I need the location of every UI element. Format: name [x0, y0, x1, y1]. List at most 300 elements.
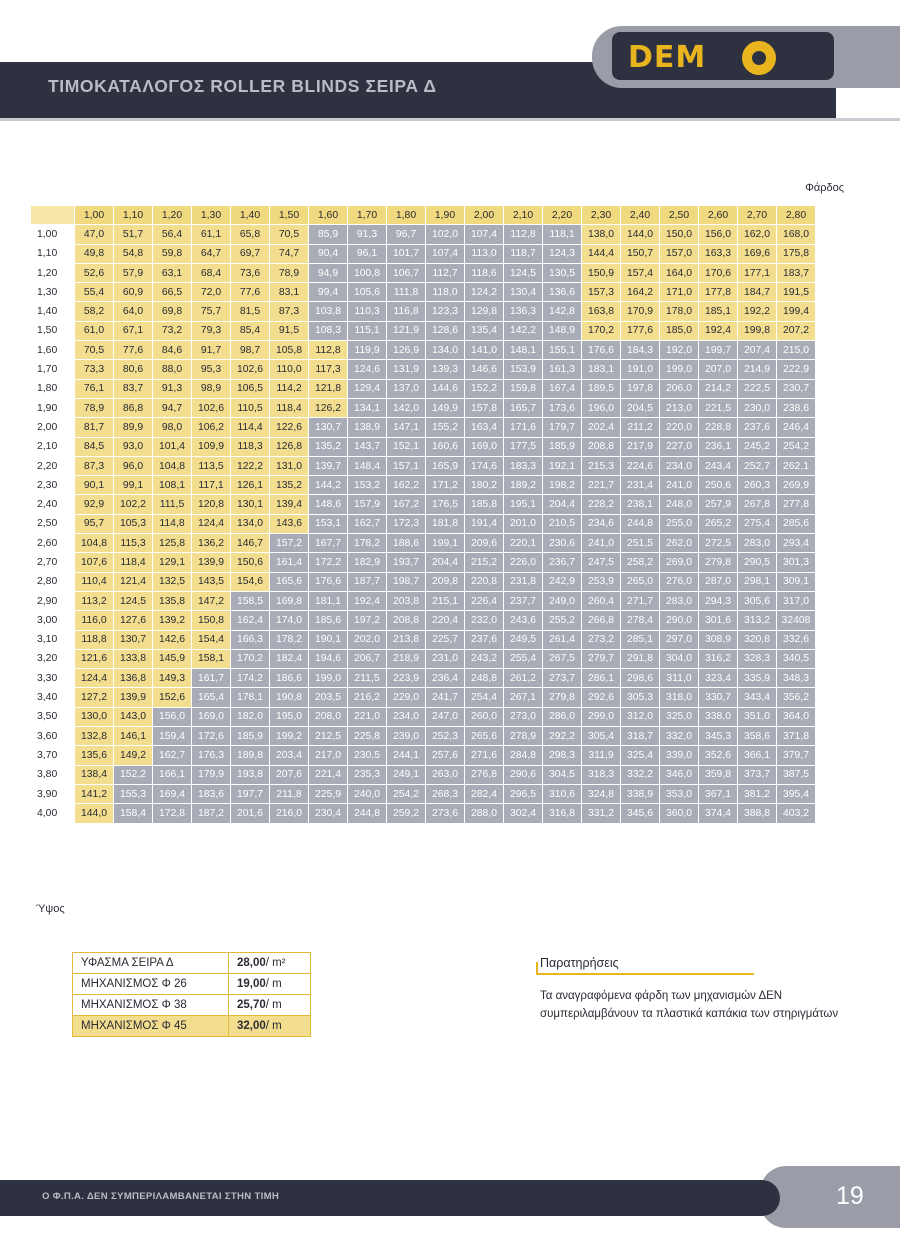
price-cell: 94,7 — [153, 398, 192, 417]
price-cell: 85,9 — [309, 225, 348, 244]
price-cell: 221,0 — [348, 707, 387, 726]
price-cell: 135,8 — [153, 591, 192, 610]
price-cell: 297,0 — [660, 630, 699, 649]
price-cell: 301,6 — [699, 611, 738, 630]
price-cell: 273,7 — [543, 669, 582, 688]
table-row — [31, 746, 816, 765]
table-row — [31, 707, 816, 726]
price-cell: 316,8 — [543, 804, 582, 823]
row-header: 1,50 — [31, 321, 75, 340]
price-cell: 91,7 — [192, 341, 231, 360]
price-cell: 298,1 — [738, 572, 777, 591]
price-cell: 121,4 — [114, 572, 153, 591]
price-cell: 195,1 — [504, 495, 543, 514]
price-cell: 114,4 — [231, 418, 270, 437]
price-cell: 142,2 — [504, 321, 543, 340]
price-cell: 125,8 — [153, 534, 192, 553]
price-cell: 118,7 — [504, 244, 543, 263]
row-header: 2,80 — [31, 572, 75, 591]
price-cell: 169,4 — [153, 784, 192, 803]
row-header: 3,30 — [31, 669, 75, 688]
price-cell: 117,1 — [192, 476, 231, 495]
price-cell: 160,6 — [426, 437, 465, 456]
price-cell: 170,2 — [582, 321, 621, 340]
price-cell: 110,3 — [348, 302, 387, 321]
price-cell: 83,1 — [270, 283, 309, 302]
price-cell: 182,9 — [348, 553, 387, 572]
price-cell: 130,5 — [543, 263, 582, 282]
price-cell: 185,6 — [309, 611, 348, 630]
price-cell: 118,4 — [114, 553, 153, 572]
price-cell: 96,7 — [387, 225, 426, 244]
price-cell: 98,0 — [153, 418, 192, 437]
price-cell: 94,9 — [309, 263, 348, 282]
price-cell: 113,0 — [465, 244, 504, 263]
price-cell: 185,8 — [465, 495, 504, 514]
price-cell: 91,3 — [348, 225, 387, 244]
price-cell: 208,8 — [387, 611, 426, 630]
price-cell: 267,8 — [738, 495, 777, 514]
price-cell: 148,1 — [504, 341, 543, 360]
price-cell: 260,4 — [582, 591, 621, 610]
price-cell: 168,0 — [777, 225, 816, 244]
price-cell: 277,8 — [777, 495, 816, 514]
price-cell: 130,7 — [114, 630, 153, 649]
price-cell: 352,6 — [699, 746, 738, 765]
price-cell: 109,9 — [192, 437, 231, 456]
price-cell: 201,0 — [504, 514, 543, 533]
price-cell: 225,9 — [309, 784, 348, 803]
price-cell: 64,7 — [192, 244, 231, 263]
price-cell: 288,0 — [465, 804, 504, 823]
price-cell: 213,0 — [660, 398, 699, 417]
price-cell: 247,0 — [426, 707, 465, 726]
row-header: 2,00 — [31, 418, 75, 437]
price-cell: 305,6 — [738, 591, 777, 610]
price-cell: 107,6 — [75, 553, 114, 572]
price-cell: 323,4 — [699, 669, 738, 688]
price-cell: 84,5 — [75, 437, 114, 456]
table-row — [31, 804, 816, 823]
price-cell: 101,7 — [387, 244, 426, 263]
column-header: 1,00 — [75, 206, 114, 225]
price-cell: 131,0 — [270, 456, 309, 475]
price-cell: 84,6 — [153, 341, 192, 360]
price-cell: 126,1 — [231, 476, 270, 495]
price-cell: 142,8 — [543, 302, 582, 321]
row-header: 2,90 — [31, 591, 75, 610]
price-cell: 373,7 — [738, 765, 777, 784]
price-cell: 172,2 — [309, 553, 348, 572]
price-cell: 316,2 — [699, 649, 738, 668]
price-cell: 126,2 — [309, 398, 348, 417]
price-cell: 118,4 — [270, 398, 309, 417]
price-cell: 122,2 — [231, 456, 270, 475]
price-cell: 265,0 — [621, 572, 660, 591]
price-cell: 179,7 — [543, 418, 582, 437]
table-row — [31, 688, 816, 707]
price-cell: 325,4 — [621, 746, 660, 765]
price-cell: 234,6 — [582, 514, 621, 533]
price-cell: 312,0 — [621, 707, 660, 726]
price-cell: 143,0 — [114, 707, 153, 726]
price-cell: 395,4 — [777, 784, 816, 803]
row-header: 2,70 — [31, 553, 75, 572]
price-cell: 240,0 — [348, 784, 387, 803]
price-cell: 332,6 — [777, 630, 816, 649]
price-cell: 254,4 — [465, 688, 504, 707]
price-cell: 166,3 — [231, 630, 270, 649]
price-cell: 68,4 — [192, 263, 231, 282]
price-cell: 188,6 — [387, 534, 426, 553]
price-cell: 178,2 — [270, 630, 309, 649]
price-cell: 162,0 — [738, 225, 777, 244]
row-header: 1,60 — [31, 341, 75, 360]
price-cell: 107,4 — [465, 225, 504, 244]
price-cell: 325,0 — [660, 707, 699, 726]
row-header: 3,70 — [31, 746, 75, 765]
price-cell: 257,6 — [426, 746, 465, 765]
price-cell: 203,4 — [270, 746, 309, 765]
price-cell: 197,7 — [231, 784, 270, 803]
price-cell: 236,1 — [699, 437, 738, 456]
price-cell: 149,9 — [426, 398, 465, 417]
price-cell: 111,5 — [153, 495, 192, 514]
price-cell: 301,3 — [777, 553, 816, 572]
price-cell: 174,0 — [270, 611, 309, 630]
price-cell: 139,3 — [426, 360, 465, 379]
table-row — [31, 572, 816, 591]
price-cell: 186,6 — [270, 669, 309, 688]
material-row — [73, 974, 311, 995]
price-cell: 143,6 — [270, 514, 309, 533]
price-cell: 77,6 — [114, 341, 153, 360]
footer-plate — [760, 1166, 900, 1228]
price-cell: 130,4 — [504, 283, 543, 302]
price-cell: 214,2 — [699, 379, 738, 398]
price-cell: 172,3 — [387, 514, 426, 533]
price-cell: 182,4 — [270, 649, 309, 668]
price-cell: 146,1 — [114, 727, 153, 746]
price-cell: 148,9 — [543, 321, 582, 340]
price-cell: 191,4 — [465, 514, 504, 533]
price-cell: 223,9 — [387, 669, 426, 688]
price-cell: 173,6 — [543, 398, 582, 417]
footer-note: Ο Φ.Π.Α. ΔΕΝ ΣΥΜΠΕΡΙΛΑΜΒΑΝΕΤΑΙ ΣΤΗΝ ΤΙΜΗ — [42, 1191, 280, 1202]
row-header: 3,00 — [31, 611, 75, 630]
price-cell: 77,6 — [231, 283, 270, 302]
price-cell: 129,1 — [153, 553, 192, 572]
price-cell: 170,9 — [621, 302, 660, 321]
price-cell: 260,3 — [738, 476, 777, 495]
price-cell: 332,0 — [660, 727, 699, 746]
price-cell: 250,6 — [699, 476, 738, 495]
price-cell: 230,6 — [543, 534, 582, 553]
price-cell: 116,0 — [75, 611, 114, 630]
price-cell: 169,0 — [192, 707, 231, 726]
price-cell: 54,8 — [114, 244, 153, 263]
table-row — [31, 302, 816, 321]
price-cell: 207,6 — [270, 765, 309, 784]
price-cell: 286,0 — [543, 707, 582, 726]
price-cell: 150,7 — [621, 244, 660, 263]
price-cell: 241,0 — [660, 476, 699, 495]
price-cell: 345,6 — [621, 804, 660, 823]
price-cell: 203,5 — [309, 688, 348, 707]
price-cell: 135,2 — [309, 437, 348, 456]
column-header: 1,50 — [270, 206, 309, 225]
material-row — [73, 995, 311, 1016]
price-cell: 157,1 — [387, 456, 426, 475]
price-cell: 366,1 — [738, 746, 777, 765]
price-cell: 161,7 — [192, 669, 231, 688]
price-cell: 203,8 — [387, 591, 426, 610]
price-cell: 183,6 — [192, 784, 231, 803]
price-cell: 244,8 — [621, 514, 660, 533]
price-cell: 161,3 — [543, 360, 582, 379]
price-cell: 149,2 — [114, 746, 153, 765]
price-cell: 115,1 — [348, 321, 387, 340]
price-cell: 192,1 — [543, 456, 582, 475]
price-cell: 229,0 — [387, 688, 426, 707]
price-cell: 191,0 — [621, 360, 660, 379]
price-cell: 262,0 — [660, 534, 699, 553]
price-cell: 254,2 — [387, 784, 426, 803]
price-cell: 279,8 — [543, 688, 582, 707]
price-cell: 213,8 — [387, 630, 426, 649]
price-cell: 193,8 — [231, 765, 270, 784]
price-cell: 296,5 — [504, 784, 543, 803]
price-cell: 91,5 — [270, 321, 309, 340]
price-cell: 284,8 — [504, 746, 543, 765]
price-cell: 279,8 — [699, 553, 738, 572]
price-cell: 73,6 — [231, 263, 270, 282]
price-cell: 136,6 — [543, 283, 582, 302]
price-cell: 167,4 — [543, 379, 582, 398]
price-cell: 259,2 — [387, 804, 426, 823]
price-cell: 181,1 — [309, 591, 348, 610]
table-row — [31, 418, 816, 437]
price-cell: 179,9 — [192, 765, 231, 784]
column-header: 1,60 — [309, 206, 348, 225]
materials-table — [72, 952, 311, 1037]
column-header: 1,90 — [426, 206, 465, 225]
price-cell: 150,9 — [582, 263, 621, 282]
row-header: 3,20 — [31, 649, 75, 668]
price-cell: 346,0 — [660, 765, 699, 784]
price-cell: 348,3 — [777, 669, 816, 688]
price-cell: 268,3 — [426, 784, 465, 803]
price-cell: 181,8 — [426, 514, 465, 533]
price-cell: 198,7 — [387, 572, 426, 591]
price-cell: 228,8 — [699, 418, 738, 437]
price-cell: 290,5 — [738, 553, 777, 572]
column-header: 2,10 — [504, 206, 543, 225]
price-cell: 311,9 — [582, 746, 621, 765]
price-cell: 345,3 — [699, 727, 738, 746]
price-cell: 292,6 — [582, 688, 621, 707]
price-cell: 364,0 — [777, 707, 816, 726]
table-row — [31, 456, 816, 475]
price-cell: 144,0 — [75, 804, 114, 823]
price-cell: 271,6 — [465, 746, 504, 765]
price-cell: 136,2 — [192, 534, 231, 553]
price-cell: 118,0 — [426, 283, 465, 302]
price-cell: 195,0 — [270, 707, 309, 726]
price-cell: 149,3 — [153, 669, 192, 688]
price-cell: 220,1 — [504, 534, 543, 553]
price-cell: 113,2 — [75, 591, 114, 610]
row-header: 1,20 — [31, 263, 75, 282]
price-cell: 72,0 — [192, 283, 231, 302]
price-cell: 208,8 — [582, 437, 621, 456]
price-cell: 283,0 — [660, 591, 699, 610]
price-cell: 108,1 — [153, 476, 192, 495]
table-row — [31, 437, 816, 456]
price-cell: 76,1 — [75, 379, 114, 398]
price-cell: 119,9 — [348, 341, 387, 360]
column-header: 2,60 — [699, 206, 738, 225]
price-cell: 199,0 — [309, 669, 348, 688]
table-row — [31, 495, 816, 514]
row-header: 3,10 — [31, 630, 75, 649]
price-cell: 215,2 — [465, 553, 504, 572]
price-cell: 236,4 — [426, 669, 465, 688]
axis-label-width: Φάρδος — [805, 182, 844, 194]
price-cell: 182,0 — [231, 707, 270, 726]
price-cell: 122,6 — [270, 418, 309, 437]
price-cell: 291,8 — [621, 649, 660, 668]
column-header: 1,40 — [231, 206, 270, 225]
price-cell: 358,6 — [738, 727, 777, 746]
price-cell: 192,2 — [738, 302, 777, 321]
material-price-value: 19,00 — [237, 978, 266, 990]
price-cell: 49,8 — [75, 244, 114, 263]
price-cell: 159,4 — [153, 727, 192, 746]
price-cell: 185,0 — [660, 321, 699, 340]
price-cell: 176,5 — [426, 495, 465, 514]
price-cell: 305,4 — [582, 727, 621, 746]
material-price — [229, 974, 311, 995]
table-header-row — [31, 206, 816, 225]
price-cell: 263,0 — [426, 765, 465, 784]
price-cell: 134,1 — [348, 398, 387, 417]
price-cell: 153,1 — [309, 514, 348, 533]
notes-body: Τα αναγραφόμενα φάρδη των μηχανισμών ΔΕΝ συμπεριλαμβάνουν τα πλαστικά καπάκια των στηριγμάτων — [540, 990, 839, 1020]
price-cell: 91,3 — [153, 379, 192, 398]
price-cell: 381,2 — [738, 784, 777, 803]
price-cell: 293,4 — [777, 534, 816, 553]
price-cell: 273,0 — [504, 707, 543, 726]
price-cell: 207,0 — [699, 360, 738, 379]
price-cell: 209,8 — [426, 572, 465, 591]
price-cell: 192,4 — [699, 321, 738, 340]
column-header: 2,40 — [621, 206, 660, 225]
price-cell: 204,4 — [543, 495, 582, 514]
price-cell: 144,4 — [582, 244, 621, 263]
price-cell: 330,7 — [699, 688, 738, 707]
price-cell: 69,8 — [153, 302, 192, 321]
price-cell: 135,6 — [75, 746, 114, 765]
column-header: 2,00 — [465, 206, 504, 225]
price-cell: 104,8 — [75, 534, 114, 553]
price-cell: 190,8 — [270, 688, 309, 707]
price-cell: 63,1 — [153, 263, 192, 282]
table-row — [31, 379, 816, 398]
price-cell: 197,2 — [348, 611, 387, 630]
price-cell: 166,1 — [153, 765, 192, 784]
price-cell: 146,6 — [465, 360, 504, 379]
price-cell: 230,7 — [777, 379, 816, 398]
price-cell: 353,0 — [660, 784, 699, 803]
material-price-value: 32,00 — [237, 1020, 266, 1032]
table-row — [31, 649, 816, 668]
price-cell: 202,4 — [582, 418, 621, 437]
price-cell: 249,0 — [543, 591, 582, 610]
price-cell: 113,5 — [192, 456, 231, 475]
column-header: 2,30 — [582, 206, 621, 225]
column-header: 1,20 — [153, 206, 192, 225]
price-cell: 335,9 — [738, 669, 777, 688]
page-header — [0, 0, 900, 118]
price-cell: 139,2 — [153, 611, 192, 630]
price-cell: 183,1 — [582, 360, 621, 379]
price-cell: 163,8 — [582, 302, 621, 321]
price-cell: 158,4 — [114, 804, 153, 823]
price-cell: 169,8 — [270, 591, 309, 610]
price-cell: 152,1 — [387, 437, 426, 456]
price-cell: 199,8 — [738, 321, 777, 340]
price-cell: 135,2 — [270, 476, 309, 495]
price-cell: 163,3 — [699, 244, 738, 263]
row-header: 2,60 — [31, 534, 75, 553]
price-cell: 87,3 — [270, 302, 309, 321]
price-cell: 120,8 — [192, 495, 231, 514]
price-cell: 356,2 — [777, 688, 816, 707]
price-cell: 90,1 — [75, 476, 114, 495]
price-cell: 129,8 — [465, 302, 504, 321]
table-row — [31, 321, 816, 340]
price-cell: 251,5 — [621, 534, 660, 553]
price-cell: 359,8 — [699, 765, 738, 784]
price-cell: 101,4 — [153, 437, 192, 456]
price-cell: 81,7 — [75, 418, 114, 437]
price-cell: 121,6 — [75, 649, 114, 668]
price-cell: 309,1 — [777, 572, 816, 591]
price-cell: 324,8 — [582, 784, 621, 803]
price-cell: 118,3 — [231, 437, 270, 456]
price-cell: 124,6 — [348, 360, 387, 379]
price-cell: 138,4 — [75, 765, 114, 784]
price-cell: 282,4 — [465, 784, 504, 803]
price-cell: 129,4 — [348, 379, 387, 398]
price-cell: 230,4 — [309, 804, 348, 823]
table-row — [31, 669, 816, 688]
price-cell: 162,4 — [231, 611, 270, 630]
price-cell: 246,4 — [777, 418, 816, 437]
price-cell: 340,5 — [777, 649, 816, 668]
price-cell: 148,6 — [309, 495, 348, 514]
price-cell: 175,8 — [777, 244, 816, 263]
price-cell: 171,2 — [426, 476, 465, 495]
price-cell: 47,0 — [75, 225, 114, 244]
price-cell: 318,7 — [621, 727, 660, 746]
column-header: 2,20 — [543, 206, 582, 225]
row-header: 4,00 — [31, 804, 75, 823]
price-cell: 379,7 — [777, 746, 816, 765]
price-cell: 152,2 — [114, 765, 153, 784]
price-cell: 244,8 — [348, 804, 387, 823]
